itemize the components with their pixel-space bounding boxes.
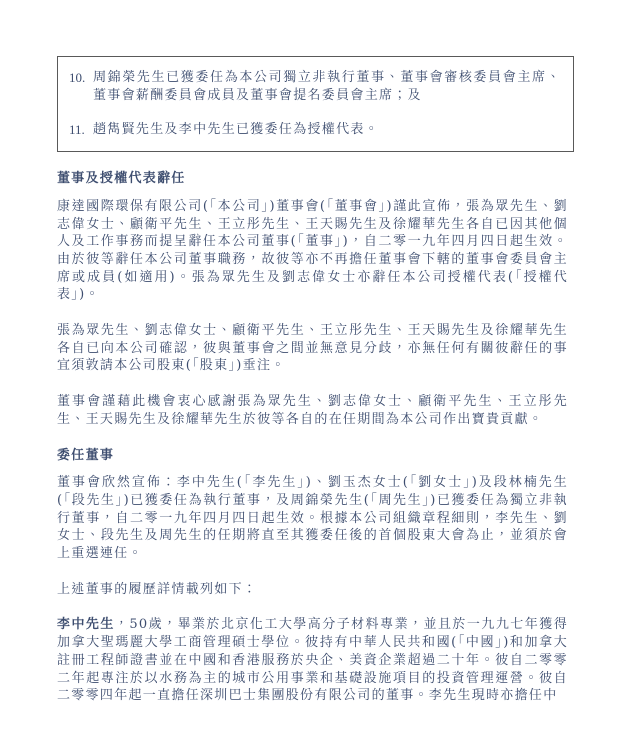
resignation-paragraph-3: 董事會謹藉此機會衷心感謝張為眾先生、劉志偉女士、顧衛平先生、王立彤先生、王天賜先生及徐耀華先生於彼等各自的在任期間為本公司作出寶貴貢獻。 [57,394,568,427]
list-item-10 [69,69,561,104]
director-bio-paragraph [57,616,568,705]
appointment-paragraph-1: 董事會欣然宣佈：李中先生(「李先生」)、劉玉杰女士(「劉女士」)及段林楠先生(「段先生」)已獲委任為執行董事，及周錦榮先生(「周先生」)已獲委任為獨立非執行董事，自二零一九年四月四日起生效。根據本公司組織章程細則，李先生、劉女士、段先生及周先生的任期將直至其獲委任後的首個股東大會為止，並須於會上重選連任。 [57,475,568,562]
list-item-11 [69,121,561,139]
resignation-paragraph-2: 張為眾先生、劉志偉女士、顧衛平先生、王立彤先生、王天賜先生及徐耀華先生各自已向本公司確認，彼與董事會之間並無意見分歧，亦無任何有關彼辭任的事宜須敦請本公司股東(「股東」)垂注。 [57,323,568,374]
appointment-section-heading: 委任董事 [57,447,115,463]
document-content [57,56,568,705]
list-item-text: 周錦榮先生已獲委任為本公司獨立非執行董事、董事會審核委員會主席、董事會薪酬委員會成員及董事會提名委員會主席；及 [93,70,561,103]
list-item-text: 趙雋賢先生及李中先生已獲委任為授權代表。 [93,122,380,138]
resignation-paragraph-1: 康達國際環保有限公司(「本公司」)董事會(「董事會」)謹此宣佈，張為眾先生、劉志偉女士、顧衛平先生、王立彤先生、王天賜先生及徐耀華先生各自已因其他個人及工作事務而提呈辭任本公司董事(「董事」)，自二零一九年四月四日起生效。由於彼等辭任本公司董事職務，故彼等亦不再擔任董事會下轄的董事會委員會主席或成員(如適用)。張為眾先生及劉志偉女士亦辭任本公司授權代表(「授權代表」)。 [57,198,568,303]
list-item-number: 10. [69,70,86,85]
appointment-section [57,447,568,705]
numbered-items-box [57,56,574,152]
director-name: 李中先生 [57,617,115,633]
resignation-section-heading: 董事及授權代表辭任 [57,171,186,187]
resignation-section [57,170,568,428]
list-item-number: 11. [69,122,85,138]
bio-intro-line: 上述董事的履歷詳情載列如下： [57,581,258,597]
director-bio-text: ，50歲，畢業於北京化工大學高分子材料專業，並且於一九九七年獲得加拿大聖瑪麗大學工商管理碩士學位。彼持有中華人民共和國(「中國」)和加拿大註冊工程師證書並在中國和香港服務於央企、美資企業超過二十年。彼自二零零二年起專注於以水務為主的城市公用事業和基礎設施項目的投資管理運營。彼自二零零四年起一直擔任深圳巴士集團股份有限公司的董事。李先生現時亦擔任中 [57,617,568,704]
